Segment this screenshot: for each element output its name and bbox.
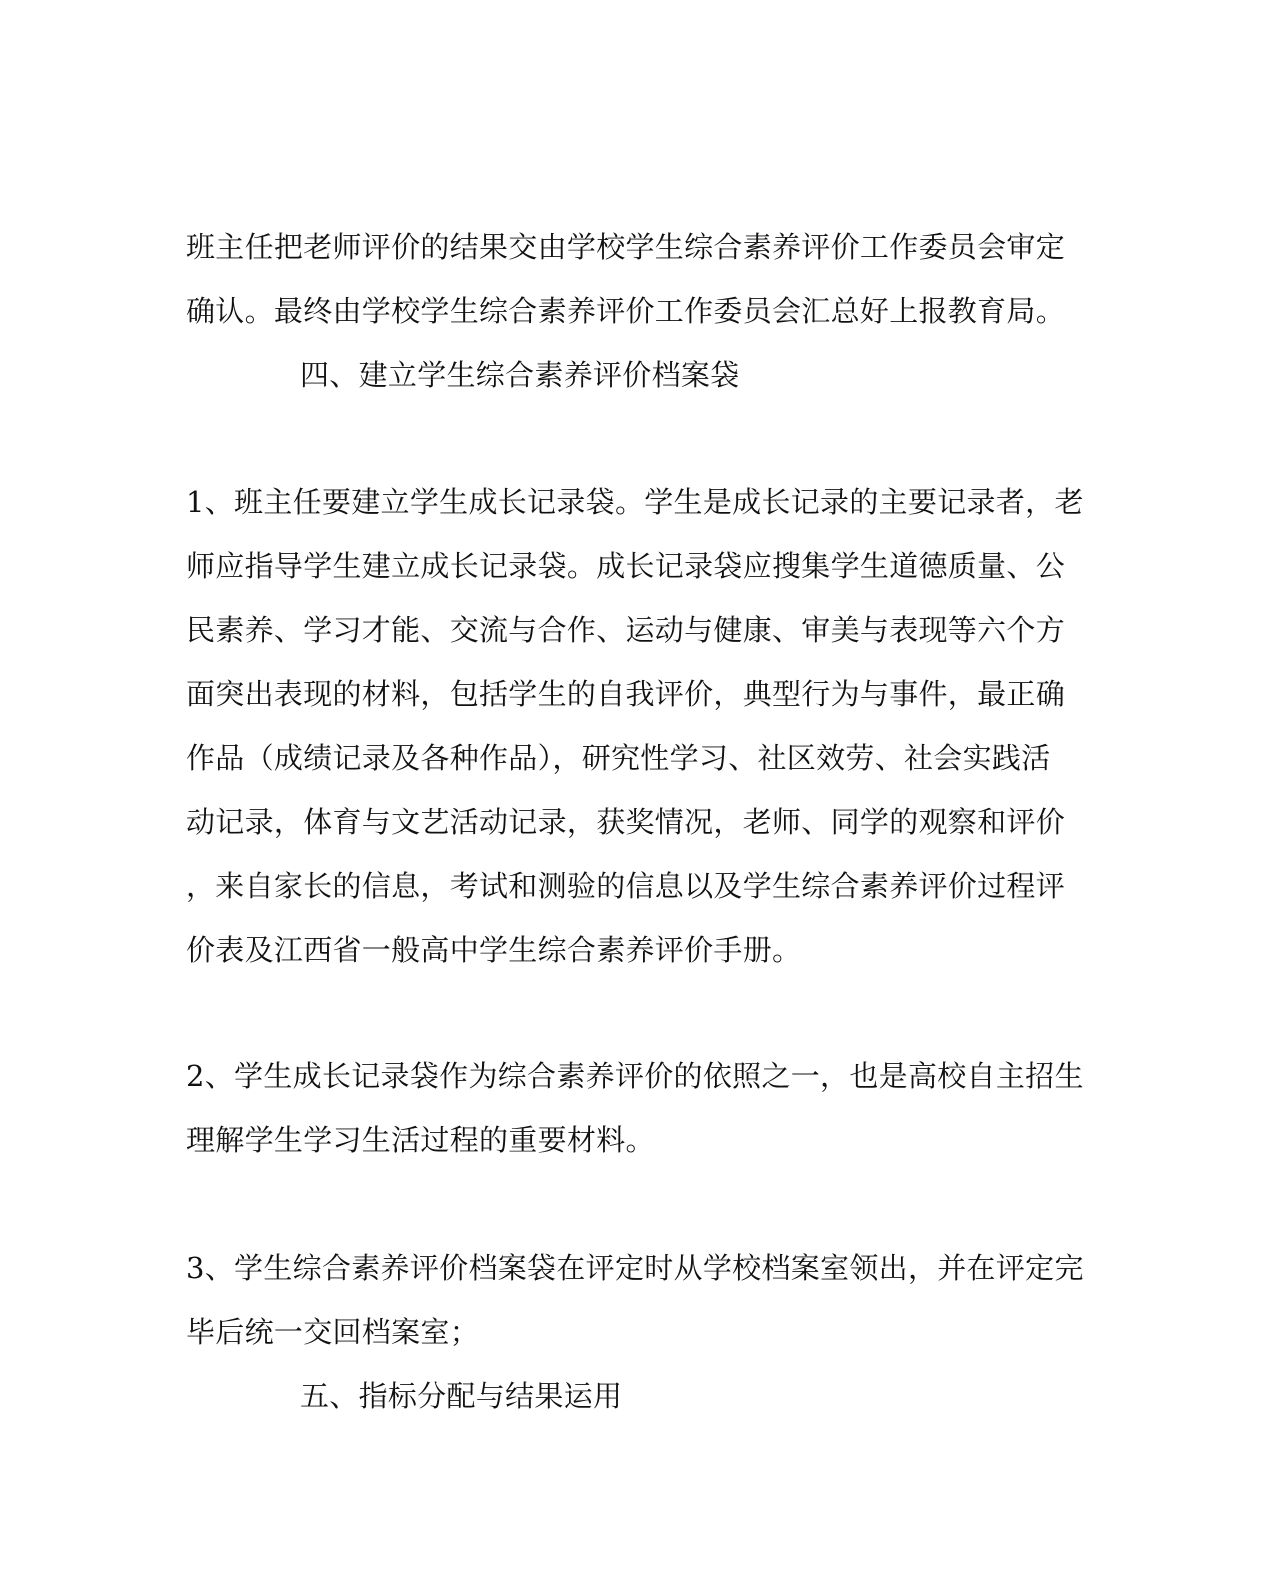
item1-line-7: ，来自家长的信息，考试和测验的信息以及学生综合素养评价过程评 [186,869,1066,903]
item1-line-3: 民素养、学习才能、交流与合作、运动与健康、审美与表现等六个方 [186,613,1066,647]
paragraph-intro-line-2: 确认。最终由学校学生综合素养评价工作委员会汇总好上报教育局。 [186,294,1066,328]
item1-line-4: 面突出表现的材料，包括学生的自我评价，典型行为与事件，最正确 [186,677,1066,711]
item2-line-1: 2、学生成长记录袋作为综合素养评价的依照之一，也是高校自主招生 [186,1059,1084,1093]
item1-line-8: 价表及江西省一般高中学生综合素养评价手册。 [186,933,802,967]
item3-line-2: 毕后统一交回档案室； [186,1315,480,1349]
item2-line-2: 理解学生学习生活过程的重要材料。 [186,1123,655,1157]
item1-line-2: 师应指导学生建立成长记录袋。成长记录袋应搜集学生道德质量、公 [186,549,1066,583]
section-four-heading: 四、建立学生综合素养评价档案袋 [300,358,740,392]
item1-line-5: 作品（成绩记录及各种作品），研究性学习、社区效劳、社会实践活 [186,741,1051,775]
item1-line-6: 动记录，体育与文艺活动记录，获奖情况，老师、同学的观察和评价 [186,805,1066,839]
paragraph-intro-line-1: 班主任把老师评价的结果交由学校学生综合素养评价工作委员会审定 [186,230,1066,264]
item1-line-1: 1、班主任要建立学生成长记录袋。学生是成长记录的主要记录者，老 [186,485,1084,519]
section-five-heading: 五、指标分配与结果运用 [300,1379,623,1413]
item3-line-1: 3、学生综合素养评价档案袋在评定时从学校档案室领出，并在评定完 [186,1251,1084,1285]
